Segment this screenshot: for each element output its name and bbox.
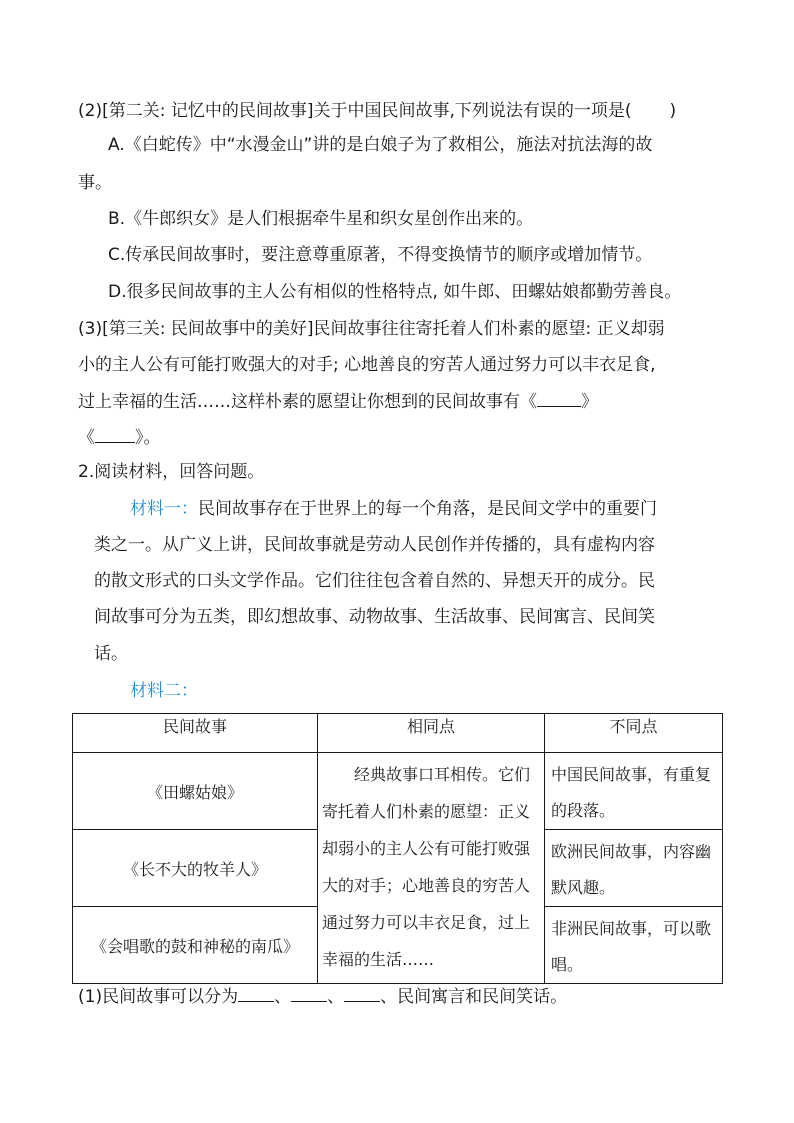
q2-paren-close: ) (669, 101, 677, 121)
answer-blank-type-1[interactable] (238, 985, 274, 1002)
comparison-table (72, 713, 723, 984)
material2-label: 材料二： (130, 681, 198, 701)
material1-label: 材料一： (130, 499, 198, 519)
q3-line4-prefix: 《 (78, 428, 95, 448)
sub-question-1 (78, 985, 567, 1008)
table-cell-diff: 欧洲民间故事，内容幽默风趣。 (545, 830, 723, 907)
q3-line2: 小的主人公有可能打败强大的对手; 心地善良的穷苦人通过努力可以丰衣足食, (78, 355, 656, 375)
table-header-common: 相同点 (318, 714, 545, 753)
sub1-prefix: (1)民间故事可以分为 (78, 987, 239, 1007)
table-row (73, 753, 723, 830)
q3-line3-prefix: 过上幸福的生活……这样朴素的愿望让你想到的民间故事有《 (78, 392, 537, 412)
material1-line3: 的散文形式的口头文学作品。它们往往包含着自然的、异想天开的成分。民 (94, 571, 655, 591)
material1-line4: 间故事可分为五类，即幻想故事、动物故事、生活故事、民间寓言、民间笑 (94, 607, 655, 627)
table-common-text: 经典故事口耳相传。它们寄托着人们朴素的愿望：正义却弱小的主人公有可能打败强大的对手；心地善良的穷苦人通过努力可以丰衣足食，过上幸福的生活…… (322, 765, 531, 969)
q3-line3-suffix: 》 (581, 392, 598, 412)
answer-blank-story-1[interactable] (537, 390, 581, 407)
sub1-sep-2: 、 (327, 987, 345, 1007)
table-cell-common (318, 753, 545, 984)
table-cell-story: 《会唱歌的鼓和神秘的南瓜》 (73, 907, 318, 984)
q2-option-b: B.《牛郎织女》是人们根据牵牛星和织女星创作出来的。 (108, 209, 534, 229)
q2-option-d: D.很多民间故事的主人公有相似的性格特点, 如牛郎、田螺姑娘都勤劳善良。 (108, 282, 682, 302)
table-header-diff: 不同点 (545, 714, 723, 753)
q2-stem: (2)[第二关: 记忆中的民间故事]关于中国民间故事,下列说法有误的一项是( (78, 101, 632, 121)
q3-line4 (78, 426, 161, 449)
material1-text-line1: 民间故事存在于世界上的每一个角落，是民间文学中的重要门 (198, 499, 657, 519)
material1-line5: 话。 (94, 644, 128, 664)
q2-option-a-line2: 事。 (78, 173, 112, 193)
table-header-row (73, 714, 723, 753)
answer-blank-type-3[interactable] (344, 985, 380, 1002)
table-cell-story: 《长不大的牧羊人》 (73, 830, 318, 907)
table-cell-diff: 非洲民间故事，可以歌唱。 (545, 907, 723, 984)
answer-blank-story-2[interactable] (95, 426, 135, 443)
table-cell-story: 《田螺姑娘》 (73, 753, 318, 830)
q2-stem-line (78, 100, 676, 122)
material1-line1 (130, 498, 657, 520)
table-cell-diff: 中国民间故事，有重复的段落。 (545, 753, 723, 830)
q2-option-c: C.传承民间故事时，要注意尊重原著，不得变换情节的顺序或增加情节。 (108, 245, 653, 265)
answer-blank-type-2[interactable] (291, 985, 327, 1002)
question-2-heading: 2.阅读材料，回答问题。 (78, 462, 265, 482)
q3-line4-suffix: 》。 (135, 428, 161, 448)
q2-option-a-line1: A.《白蛇传》中“水漫金山”讲的是白娘子为了救相公，施法对抗法海的故 (108, 135, 653, 155)
material1-line2: 类之一。从广义上讲，民间故事就是劳动人民创作并传播的，具有虚构内容 (94, 535, 655, 555)
q3-line3 (78, 390, 598, 413)
table-header-story: 民间故事 (73, 714, 318, 753)
sub1-suffix: 、民间寓言和民间笑话。 (380, 987, 568, 1007)
sub1-sep-1: 、 (274, 987, 292, 1007)
q3-line1: (3)[第三关: 民间故事中的美好]民间故事往往寄托着人们朴素的愿望: 正义却弱 (78, 319, 665, 339)
